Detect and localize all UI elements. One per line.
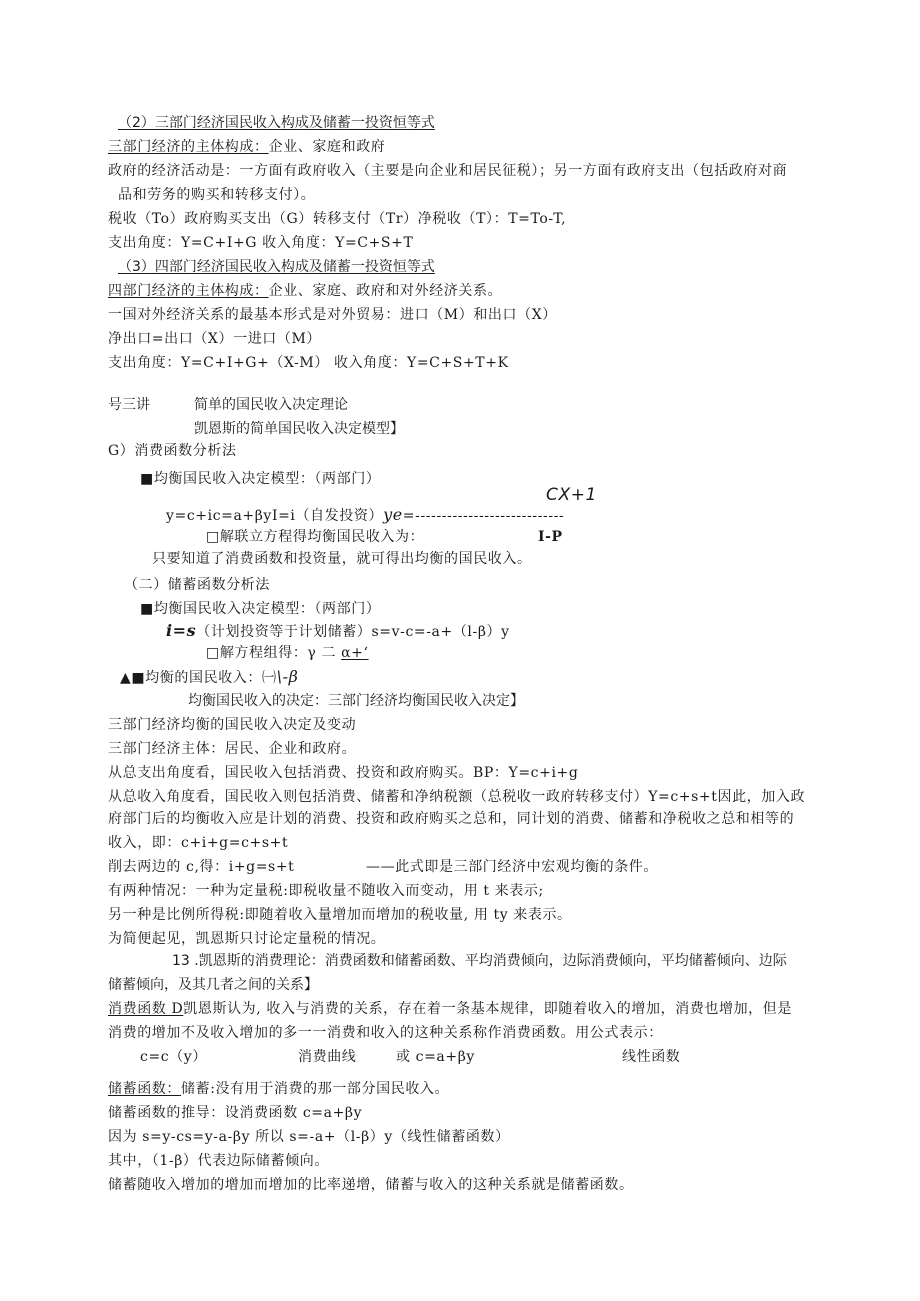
fraction-bar: =---------------------------- [402, 508, 565, 524]
subsection-heading: （二）储蓄函数分析法 [124, 577, 270, 593]
formula-line [120, 668, 298, 687]
text-line: 因为 s=y-cs=y-a-βy 所以 s=-a+（l-β）y（线性储蓄函数） [108, 1129, 510, 1145]
term-label: 储蓄函数： [108, 1081, 181, 1097]
formula-text: □解方程组得：γ 二 [206, 645, 342, 661]
text-line: 储蓄函数的推导：设消费函数 c=a+βy [108, 1105, 363, 1121]
formula-text: （计划投资等于计划储蓄）s=v-c=-a+（l-β）y [196, 624, 510, 640]
section-heading-keynes-model: 凯恩斯的简单国民收入决定模型】 [194, 421, 404, 437]
formula-line [166, 506, 564, 525]
text-line: 品和劳务的购买和转移支付）。 [118, 187, 316, 203]
text-line: 收入，即：c+i+g=c+s+t [108, 835, 289, 851]
formula-text: c=c（y） [140, 1049, 207, 1065]
term-label: 消费函数 D [108, 1001, 184, 1017]
section-heading-three-sector-equilibrium: 均衡国民收入的决定：三部门经济均衡国民收入决定】 [188, 693, 524, 709]
term-text: 企业、家庭、政府和对外经济关系。 [268, 283, 503, 299]
subsection-heading: G）消费函数分析法 [108, 443, 237, 459]
text-line [108, 1080, 449, 1098]
text-line: ——此式即是三部门经济中宏观均衡的条件。 [366, 859, 658, 875]
section-heading-continuation: 储蓄倾向，及其几者之间的关系】 [108, 977, 318, 993]
formula-text: 或 c=a+βy [396, 1049, 475, 1065]
lecture-title: 简单的国民收入决定理论 [194, 397, 348, 413]
text-line: 储蓄随收入增加的增加而增加的比率递增，储蓄与收入的这种关系就是储蓄函数。 [108, 1177, 634, 1193]
text-line: 一国对外经济关系的最基本形式是对外贸易：进口（M）和出口（X） [108, 307, 557, 323]
term-label: 四部门经济的主体构成： [108, 283, 269, 299]
text-line [108, 282, 502, 300]
formula-fragment: α+‘ [341, 645, 369, 661]
term-text: 企业、家庭和政府 [268, 139, 386, 155]
term-text: 凯恩斯认为, 收入与消费的关系，存在着一条基本规律，即随着收入的增加，消费也增加，但是 [183, 1001, 792, 1017]
text-line: 三部门经济均衡的国民收入决定及变动 [108, 717, 357, 733]
text-line: 政府的经济活动是：一方面有政府收入（主要是向企业和居民征税）；另一方面有政府支出（包括政府对商 [108, 163, 788, 179]
text-line: 消费的增加不及收入增加的多一一消费和收入的这种关系称作消费函数。用公式表示： [108, 1025, 663, 1041]
section-heading-four-sector: （3）四部门经济国民收入构成及储蓄一投资恒等式 [118, 259, 435, 275]
text-line [108, 138, 385, 156]
formula-text: y=c+ic=a+βyI=i（自发投资） [166, 508, 384, 524]
section-heading-consumption-theory: 13 .凯恩斯的消费理论：消费函数和储蓄函数、平均消费倾向，边际消费倾向，平均储蓄倾向、边际 [172, 953, 787, 969]
formula-symbol: ye [383, 505, 403, 524]
text-line: ■均衡国民收入决定模型：（两部门） [140, 471, 381, 487]
text-line: 其中，（1-β）代表边际储蓄倾向。 [108, 1153, 329, 1169]
text-line: 从总支出角度看，国民收入包括消费、投资和政府购买。BP：Y=c+i+g [108, 765, 579, 781]
formula-line [206, 644, 369, 662]
text-line: 净出口=出口（X）一进口（M） [108, 331, 322, 347]
text-line: 从总收入角度看，国民收入则包括消费、储蓄和净纳税额（总税收一政府转移支付）Y=c+s+t因此，加入政 [108, 789, 806, 805]
formula-text: 均衡的国民收入：㈠ [145, 670, 277, 686]
lecture-label: 号三讲 [108, 397, 150, 413]
formula-symbol: i=s [166, 621, 197, 640]
formula-denominator: I-P [538, 529, 563, 545]
text-line: 有两种情况：一种为定量税:即税收量不随收入而变动，用 t 来表示; [108, 883, 544, 899]
text-line: 削去两边的 c,得：i+g=s+t [108, 859, 295, 875]
text-line: 三部门经济主体：居民、企业和政府。 [108, 741, 357, 757]
text-line: 为简便起见，凯恩斯只讨论定量税的情况。 [108, 931, 386, 947]
text-line: ■均衡国民收入决定模型：（两部门） [140, 601, 381, 617]
text-line: 只要知道了消费函数和投资量，就可得出均衡的国民收入。 [152, 551, 532, 567]
section-heading-three-sector: （2）三部门经济国民收入构成及储蓄一投资恒等式 [118, 115, 435, 131]
bullet-marks: ▲■ [120, 670, 146, 686]
term-text: 储蓄:没有用于消费的那一部分国民收入。 [181, 1081, 450, 1097]
text-line: 支出角度：Y=C+I+G+（X-M） 收入角度：Y=C+S+T+K [108, 355, 509, 371]
term-label: 三部门经济的主体构成： [108, 139, 269, 155]
text-line: □解联立方程得均衡国民收入为： [206, 529, 425, 545]
formula-text: 消费曲线 [298, 1049, 357, 1065]
formula-text: 线性函数 [622, 1049, 681, 1065]
text-line: 府部门后的均衡收入应是计划的消费、投资和政府购买之总和，同计划的消费、储蓄和净税收之总和相等的 [108, 811, 795, 827]
text-line: 另一种是比例所得税:即随着收入量增加而增加的税收量, 用 ty 来表示。 [108, 907, 572, 923]
text-line [108, 1000, 792, 1018]
formula-fragment: \-β [276, 667, 299, 686]
formula-numerator: CX+1 [546, 485, 597, 505]
text-line: 支出角度：Y=C+I+G 收入角度：Y=C+S+T [108, 235, 414, 251]
text-line: 税收（To）政府购买支出（G）转移支付（Tr）净税收（T）：T=To-T, [108, 211, 567, 227]
formula-line [166, 622, 510, 641]
